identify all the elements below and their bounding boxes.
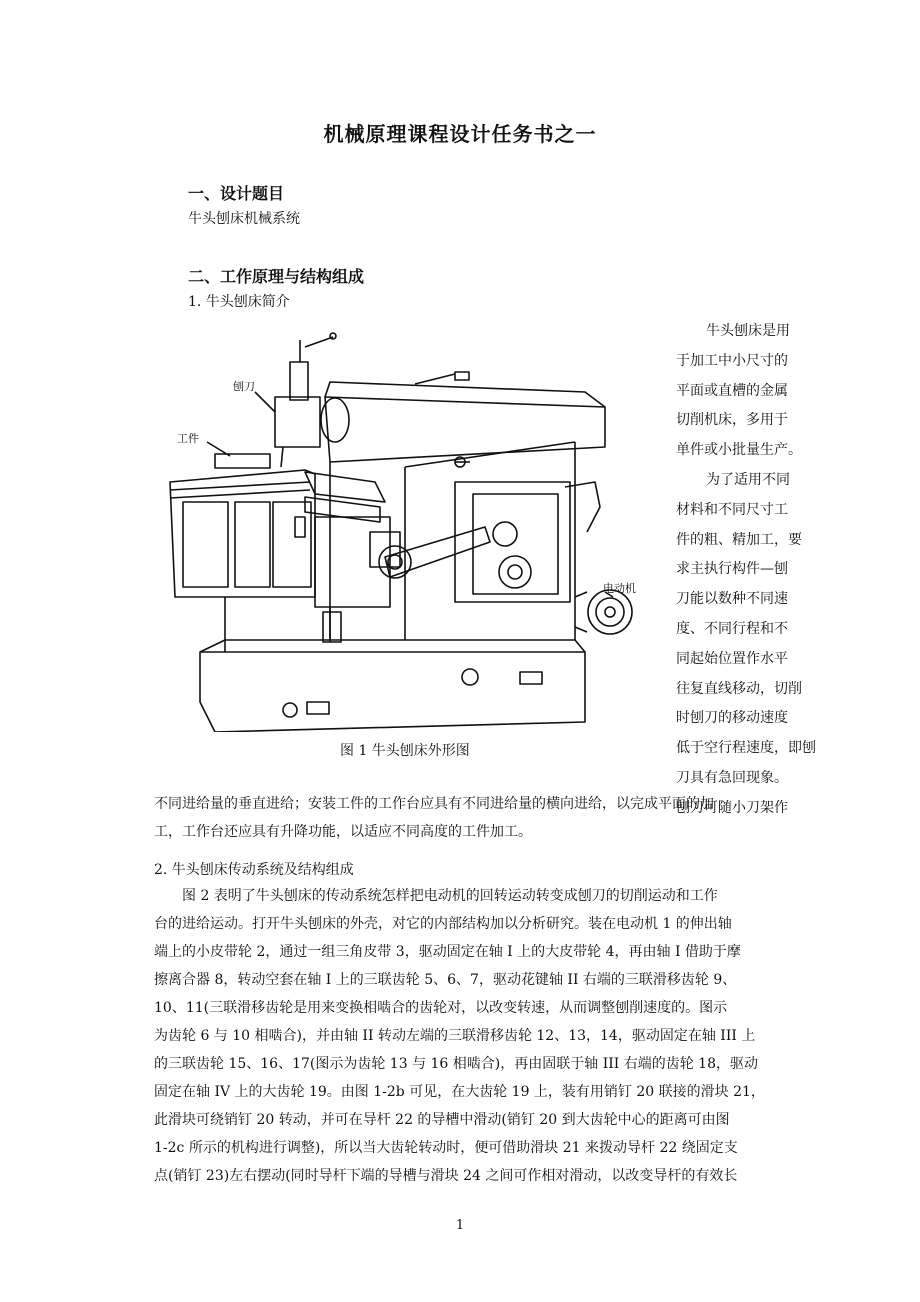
figure-caption: 图 1 牛头刨床外形图: [340, 743, 470, 759]
design-topic-text: 牛头刨床机械系统: [188, 211, 300, 227]
intro-side-text: [676, 317, 826, 824]
side-line: 往复直线移动，切削: [676, 680, 802, 697]
page-number: 1: [455, 1218, 465, 1233]
side-line: 度、不同行程和不: [676, 620, 788, 637]
side-line: 平面或直槽的金属: [676, 382, 788, 399]
side-line: 为了适用不同: [706, 471, 790, 488]
shaper-machine-figure: [155, 322, 655, 732]
page-title: 机械原理课程设计任务书之一: [323, 122, 597, 146]
side-line: 于加工中小尺寸的: [676, 352, 788, 369]
label-cutter: 刨刀: [233, 380, 255, 393]
text-line: 为齿轮 6 与 10 相啮合)，并由轴 II 转动左端的三联滑移齿轮 12、13，14，驱动固定在轴 III 上: [154, 1028, 756, 1044]
text-line: 擦离合器 8，转动空套在轴 I 上的三联齿轮 5、6、7，驱动花键轴 II 右端的三联滑移齿轮 9、: [154, 972, 737, 988]
side-line: 单件或小批量生产。: [676, 442, 802, 459]
side-line: 求主执行构件—刨: [676, 561, 788, 578]
text-line: 的三联齿轮 15、16、17(图示为齿轮 13 与 16 相啮合)，再由固联于轴 III 右端的齿轮 18，驱动: [154, 1056, 759, 1072]
side-line: 件的粗、精加工，要: [676, 531, 802, 548]
side-line: 刀能以数种不同速: [676, 591, 788, 608]
side-line: 刨刀可随小刀架作: [676, 799, 788, 816]
side-line: 时刨刀的移动速度: [676, 710, 788, 727]
text-line: 工，工作台还应具有升降功能，以适应不同高度的工件加工。: [154, 824, 532, 840]
text-line: 图 2 表明了牛头刨床的传动系统怎样把电动机的回转运动转变成刨刀的切削运动和工作: [182, 888, 718, 904]
text-line: 不同进给量的垂直进给；安装工件的工作台应具有不同进给量的横向进给，以完成平面的加: [154, 796, 714, 812]
side-line: 同起始位置作水平: [676, 650, 788, 667]
transmission-paragraph: [154, 882, 816, 1190]
side-line: 刀具有急回现象。: [676, 769, 788, 786]
text-line: 1-2c 所示的机构进行调整)，所以当大齿轮转动时，便可借助滑块 21 来拨动导杆 22 绕固定支: [154, 1140, 738, 1156]
text-line: 台的进给运动。打开牛头刨床的外壳，对它的内部结构加以分析研究。装在电动机 1 的伸出轴: [154, 916, 732, 932]
subsection1-heading: 1. 牛头刨床简介: [188, 294, 290, 310]
subsection2-heading: 2. 牛头刨床传动系统及结构组成: [154, 862, 354, 878]
text-line: 端上的小皮带轮 2，通过一组三角皮带 3，驱动固定在轴 I 上的大皮带轮 4，再由轴 I 借助于摩: [154, 944, 741, 960]
label-workpiece: 工件: [177, 432, 199, 445]
side-line: 材料和不同尺寸工: [676, 501, 788, 518]
side-line: 低于空行程速度，即刨: [676, 740, 816, 757]
text-line: 点(销钉 23)左右摆动(同时导杆下端的导槽与滑块 24 之间可作相对滑动，以改变导杆的有效长: [154, 1168, 738, 1184]
side-line: 牛头刨床是用: [706, 323, 790, 339]
intro-continuation: [154, 790, 816, 846]
text-line: 固定在轴 IV 上的大齿轮 19。由图 1-2b 可见，在大齿轮 19 上，装有用销钉 20 联接的滑块 21，: [154, 1084, 765, 1100]
section1-heading: 一、设计题目: [188, 184, 285, 203]
section2-heading: 二、工作原理与结构组成: [188, 267, 365, 286]
text-line: 10、11(三联滑移齿轮是用来变换相啮合的齿轮对，以改变转速，从而调整刨削速度的。图示: [154, 1000, 728, 1016]
label-motor: 电动机: [603, 582, 636, 595]
text-line: 此滑块可绕销钉 20 转动，并可在导杆 22 的导槽中滑动(销钉 20 到大齿轮中心的距离可由图: [154, 1112, 730, 1128]
side-line: 切削机床，多用于: [676, 412, 788, 429]
